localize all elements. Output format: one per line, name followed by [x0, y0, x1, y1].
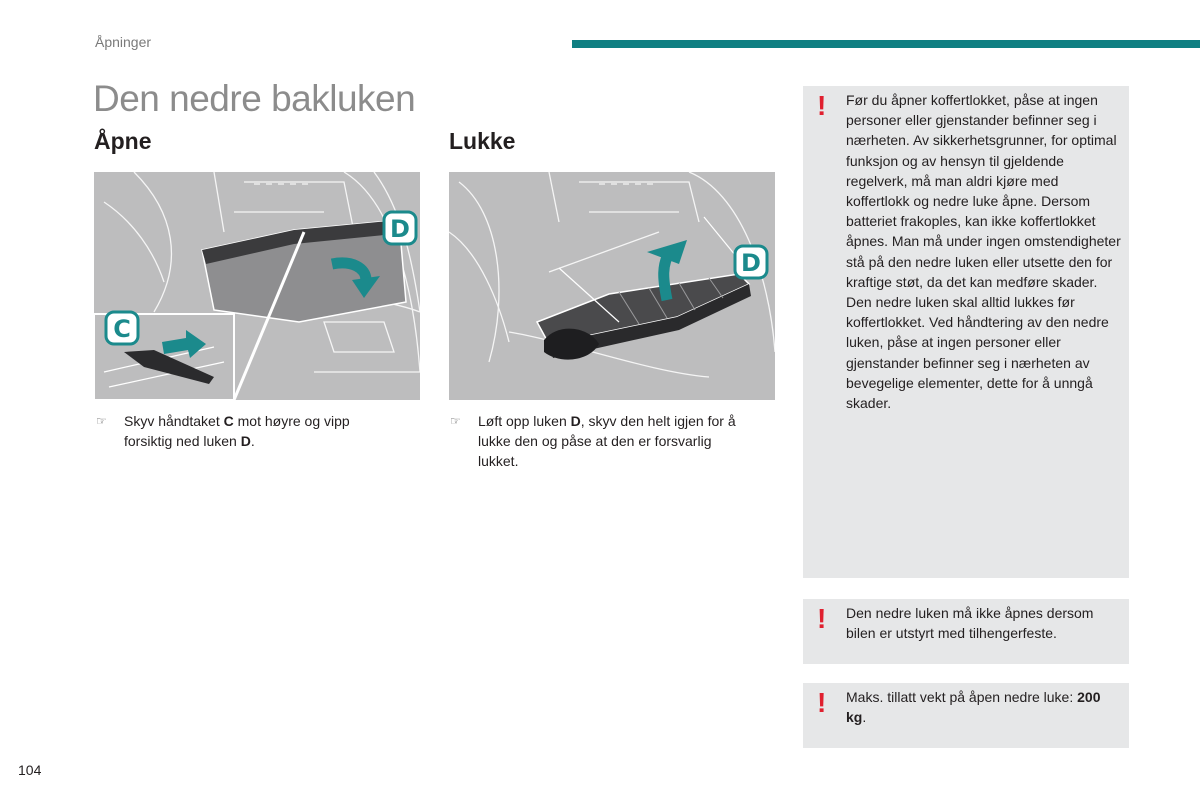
warning-box-towbar [803, 599, 1129, 664]
open-trunk-drawing [94, 172, 420, 400]
close-instruction-text: Løft opp luken D, skyv den helt igjen for å lukke den og påse at den er forsvarlig lukket. [478, 413, 736, 469]
warning-text-towbar: Den nedre luken må ikke åpnes dersom bilen er utstyrt med tilhengerfeste. [846, 605, 1094, 642]
warning-text-safety: Før du åpner koffertlokket, påse at ingen personer eller gjenstander befinner seg i nærheten. Av sikkerhetsgrunner, for optimal funksjon og av hensyn til gjeldende regelverk, må man aldri kjøre med koffertlokk og nedre luke åpne. Dersom batteriet frakoples, kan ikke koffertlokket åpnes. Man må under ingen omstendigheter stå på den nedre luken eller utsette den for kraftige støt, da det kan medføre skader. Den nedre luken skal alltid lukkes før koffertlokket. Ved håndtering av den nedre luken, påse at ingen personer eller gjenstander befinner seg i nærheten av bevegelige elementer, dette for å unngå skader. [846, 92, 1121, 412]
pointing-finger-icon: ☞ [96, 414, 107, 428]
warning-box-safety [803, 86, 1129, 578]
close-illustration [449, 172, 775, 400]
exclamation-icon: ! [817, 90, 827, 121]
page-number: 104 [18, 762, 42, 778]
exclamation-icon: ! [817, 687, 827, 718]
header-accent-bar [572, 40, 1200, 48]
svg-text:D: D [390, 215, 410, 243]
svg-text:D: D [741, 249, 761, 277]
section-label: Åpninger [95, 34, 152, 50]
open-instruction [96, 411, 396, 471]
svg-text:C: C [113, 315, 131, 343]
pointing-finger-icon: ☞ [450, 414, 461, 428]
close-heading: Lukke [449, 128, 516, 154]
open-heading: Åpne [94, 128, 152, 154]
warning-box-weight [803, 683, 1129, 748]
exclamation-icon: ! [817, 603, 827, 634]
open-instruction-text: Skyv håndtaket C mot høyre og vipp forsiktig ned luken D. [124, 413, 350, 449]
page-title: Den nedre bakluken [93, 78, 416, 119]
open-illustration [94, 172, 420, 400]
close-instruction [450, 411, 750, 471]
close-trunk-drawing [449, 172, 775, 400]
warning-text-weight: Maks. tillatt vekt på åpen nedre luke: 200 kg. [846, 689, 1101, 726]
